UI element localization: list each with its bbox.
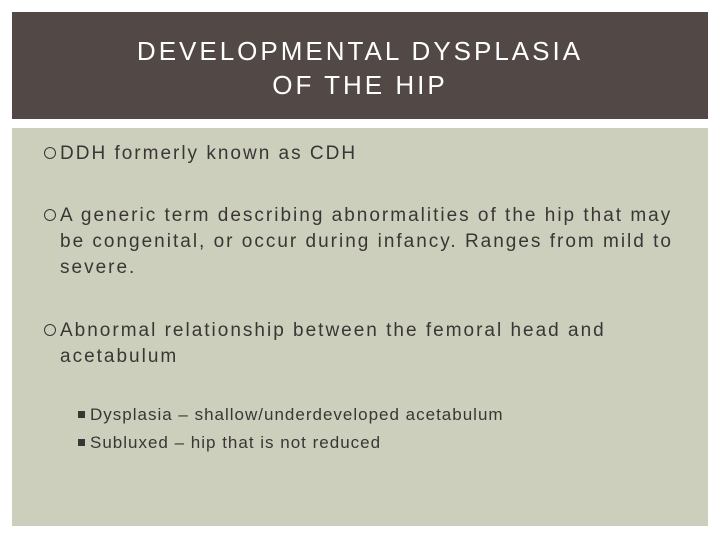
sub-bullet-text: Subluxed – hip that is not reduced: [90, 433, 382, 452]
sub-bullet-item: [78, 404, 504, 426]
hollow-circle-bullet-icon: [44, 147, 56, 159]
sub-bullet-item: [78, 432, 381, 454]
slide-title-bar: [12, 12, 708, 119]
sub-bullet-text: Dysplasia – shallow/underdeveloped acetabulum: [90, 405, 504, 424]
slide-title-line-1: DEVELOPMENTAL DYSPLASIA: [136, 36, 584, 66]
bullet-item: [44, 203, 684, 281]
hollow-circle-bullet-icon: [44, 209, 56, 221]
hollow-circle-bullet-icon: [44, 324, 56, 336]
bullet-item: [44, 141, 684, 167]
slide-content: [12, 128, 708, 526]
title-divider: [12, 119, 708, 128]
slide-title-line-2: OF THE HIP: [272, 70, 448, 100]
square-bullet-icon: [78, 439, 85, 446]
bullet-text: DDH formerly known as CDH: [60, 143, 358, 164]
bullet-text: A generic term describing abnormalities of the hip that may be congenital, or occur during infancy. Ranges from mild to severe.: [60, 205, 673, 278]
bullet-item: [44, 318, 684, 370]
square-bullet-icon: [78, 411, 85, 418]
bullet-text: Abnormal relationship between the femoral head and acetabulum: [60, 320, 606, 367]
